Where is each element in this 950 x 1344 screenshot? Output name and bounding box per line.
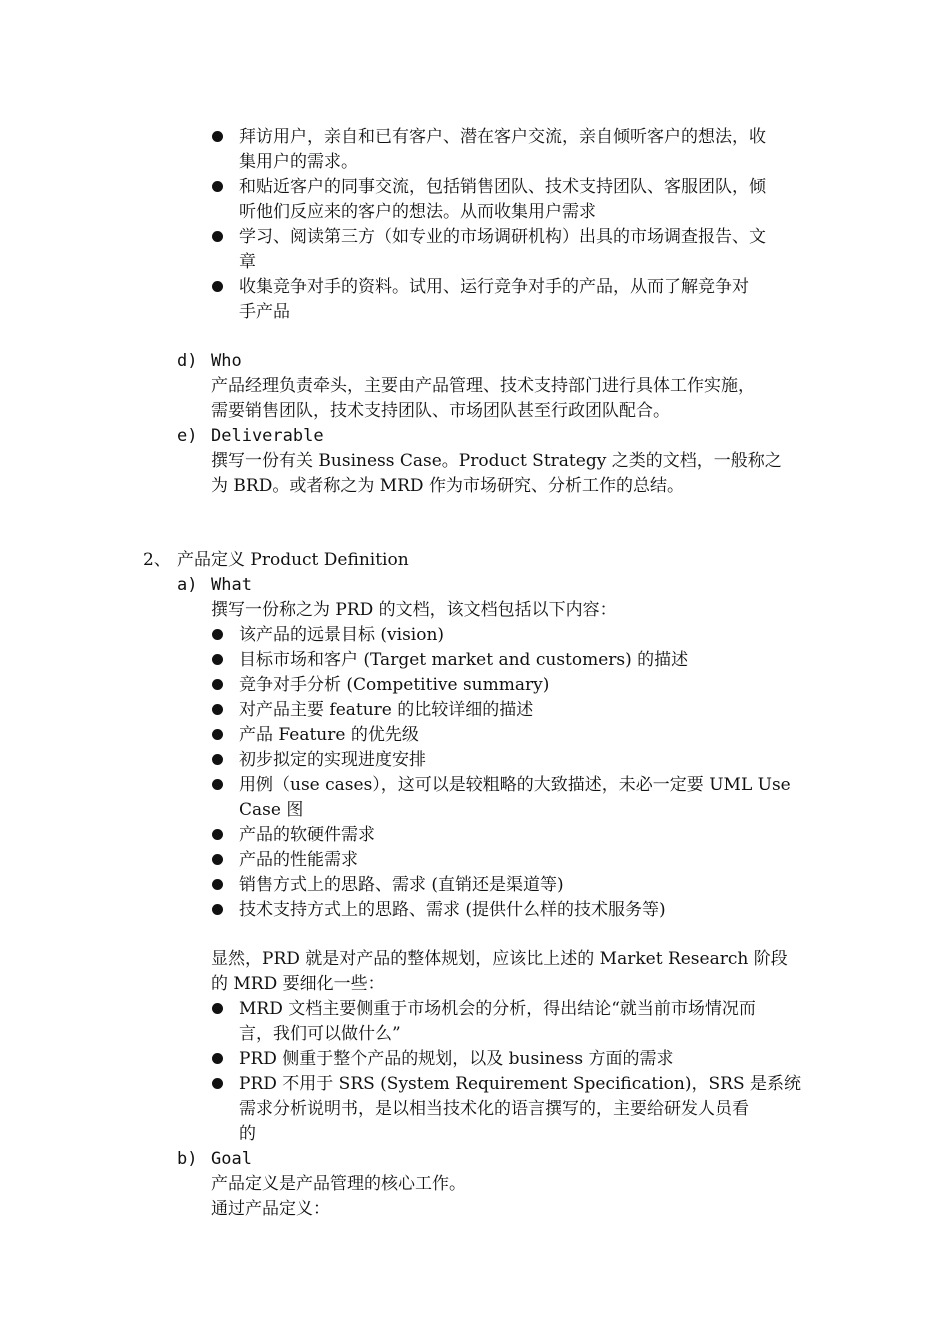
bullet-text: 用例（use cases），这可以是较粗略的大致描述，未必一定要 UML Use (239, 775, 791, 795)
bullet-dot (212, 1078, 223, 1089)
list-marker: b) (177, 1149, 198, 1169)
bullet-text: PRD 不用于 SRS (System Requirement Specification)，SRS 是系统 (239, 1074, 801, 1094)
bullet-text: 需求分析说明书，是以相当技术化的语言撰写的，主要给研发人员看 (239, 1099, 749, 1119)
bullet-text: 和贴近客户的同事交流，包括销售团队、技术支持团队、客服团队，倾 (239, 177, 766, 197)
paragraph-line: 通过产品定义： (211, 1199, 330, 1219)
list-marker: d) (177, 351, 198, 371)
paragraph-line: 的 MRD 要细化一些： (211, 974, 385, 994)
bullet-text: 产品的软硬件需求 (239, 825, 375, 845)
bullet-dot (212, 131, 223, 142)
bullet-text: 对产品主要 feature 的比较详细的描述 (239, 700, 534, 720)
paragraph-line: 产品经理负责牵头，主要由产品管理、技术支持部门进行具体工作实施， (211, 376, 755, 396)
section-number: 2、 (143, 550, 171, 570)
bullet-dot (212, 231, 223, 242)
bullet-text: 该产品的远景目标 (vision) (239, 625, 445, 645)
bullet-text: 技术支持方式上的思路、需求 (提供什么样的技术服务等) (239, 900, 666, 920)
subheading-who: Who (211, 351, 242, 371)
bullet-text: 手产品 (239, 302, 290, 322)
bullet-dot (212, 679, 223, 690)
paragraph-line: 撰写一份有关 Business Case。Product Strategy 之类的文档，一般称之 (211, 451, 782, 471)
bullet-text: MRD 文档主要侧重于市场机会的分析，得出结论“就当前市场情况而 (239, 999, 756, 1019)
bullet-dot (212, 654, 223, 665)
bullet-dot (212, 729, 223, 740)
bullet-text: 的 (239, 1124, 256, 1144)
bullet-text: 集用户的需求。 (239, 152, 358, 172)
bullet-dot (212, 181, 223, 192)
bullet-text: PRD 侧重于整个产品的规划，以及 business 方面的需求 (239, 1049, 674, 1069)
bullet-dot (212, 281, 223, 292)
bullet-text: 产品的性能需求 (239, 850, 358, 870)
subheading-deliverable: Deliverable (211, 426, 324, 446)
subheading-what: What (211, 575, 252, 595)
bullet-dot (212, 854, 223, 865)
subheading-goal: Goal (211, 1149, 252, 1169)
bullet-dot (212, 1053, 223, 1064)
bullet-dot (212, 704, 223, 715)
bullet-text: 竞争对手分析 (Competitive summary) (239, 675, 550, 695)
bullet-text: 销售方式上的思路、需求 (直销还是渠道等) (239, 875, 564, 895)
list-marker: a) (177, 575, 198, 595)
bullet-text: 章 (239, 252, 256, 272)
bullet-text: 产品 Feature 的优先级 (239, 725, 419, 745)
paragraph-line: 为 BRD。或者称之为 MRD 作为市场研究、分析工作的总结。 (211, 476, 684, 496)
bullet-dot (212, 879, 223, 890)
paragraph-line: 撰写一份称之为 PRD 的文档，该文档包括以下内容： (211, 600, 617, 620)
paragraph-line: 显然，PRD 就是对产品的整体规划，应该比上述的 Market Research 阶段 (211, 949, 788, 969)
list-marker: e) (177, 426, 198, 446)
bullet-text: 目标市场和客户 (Target market and customers) 的描述 (239, 650, 689, 670)
bullet-text: 初步拟定的实现进度安排 (239, 750, 426, 770)
bullet-dot (212, 779, 223, 790)
bullet-text: 听他们反应来的客户的想法。从而收集用户需求 (239, 202, 596, 222)
bullet-dot (212, 629, 223, 640)
bullet-text: 言，我们可以做什么” (239, 1024, 401, 1044)
section-title: 产品定义 Product Definition (177, 550, 409, 570)
bullet-text: 收集竞争对手的资料。试用、运行竞争对手的产品，从而了解竞争对 (239, 277, 749, 297)
bullet-text: 拜访用户，亲自和已有客户、潜在客户交流，亲自倾听客户的想法，收 (239, 127, 766, 147)
bullet-text: 学习、阅读第三方（如专业的市场调研机构）出具的市场调查报告、文 (239, 227, 766, 247)
bullet-dot (212, 829, 223, 840)
bullet-dot (212, 1003, 223, 1014)
bullet-dot (212, 754, 223, 765)
paragraph-line: 产品定义是产品管理的核心工作。 (211, 1174, 466, 1194)
paragraph-line: 需要销售团队，技术支持团队、市场团队甚至行政团队配合。 (211, 401, 670, 421)
bullet-text: Case 图 (239, 800, 304, 820)
bullet-dot (212, 904, 223, 915)
